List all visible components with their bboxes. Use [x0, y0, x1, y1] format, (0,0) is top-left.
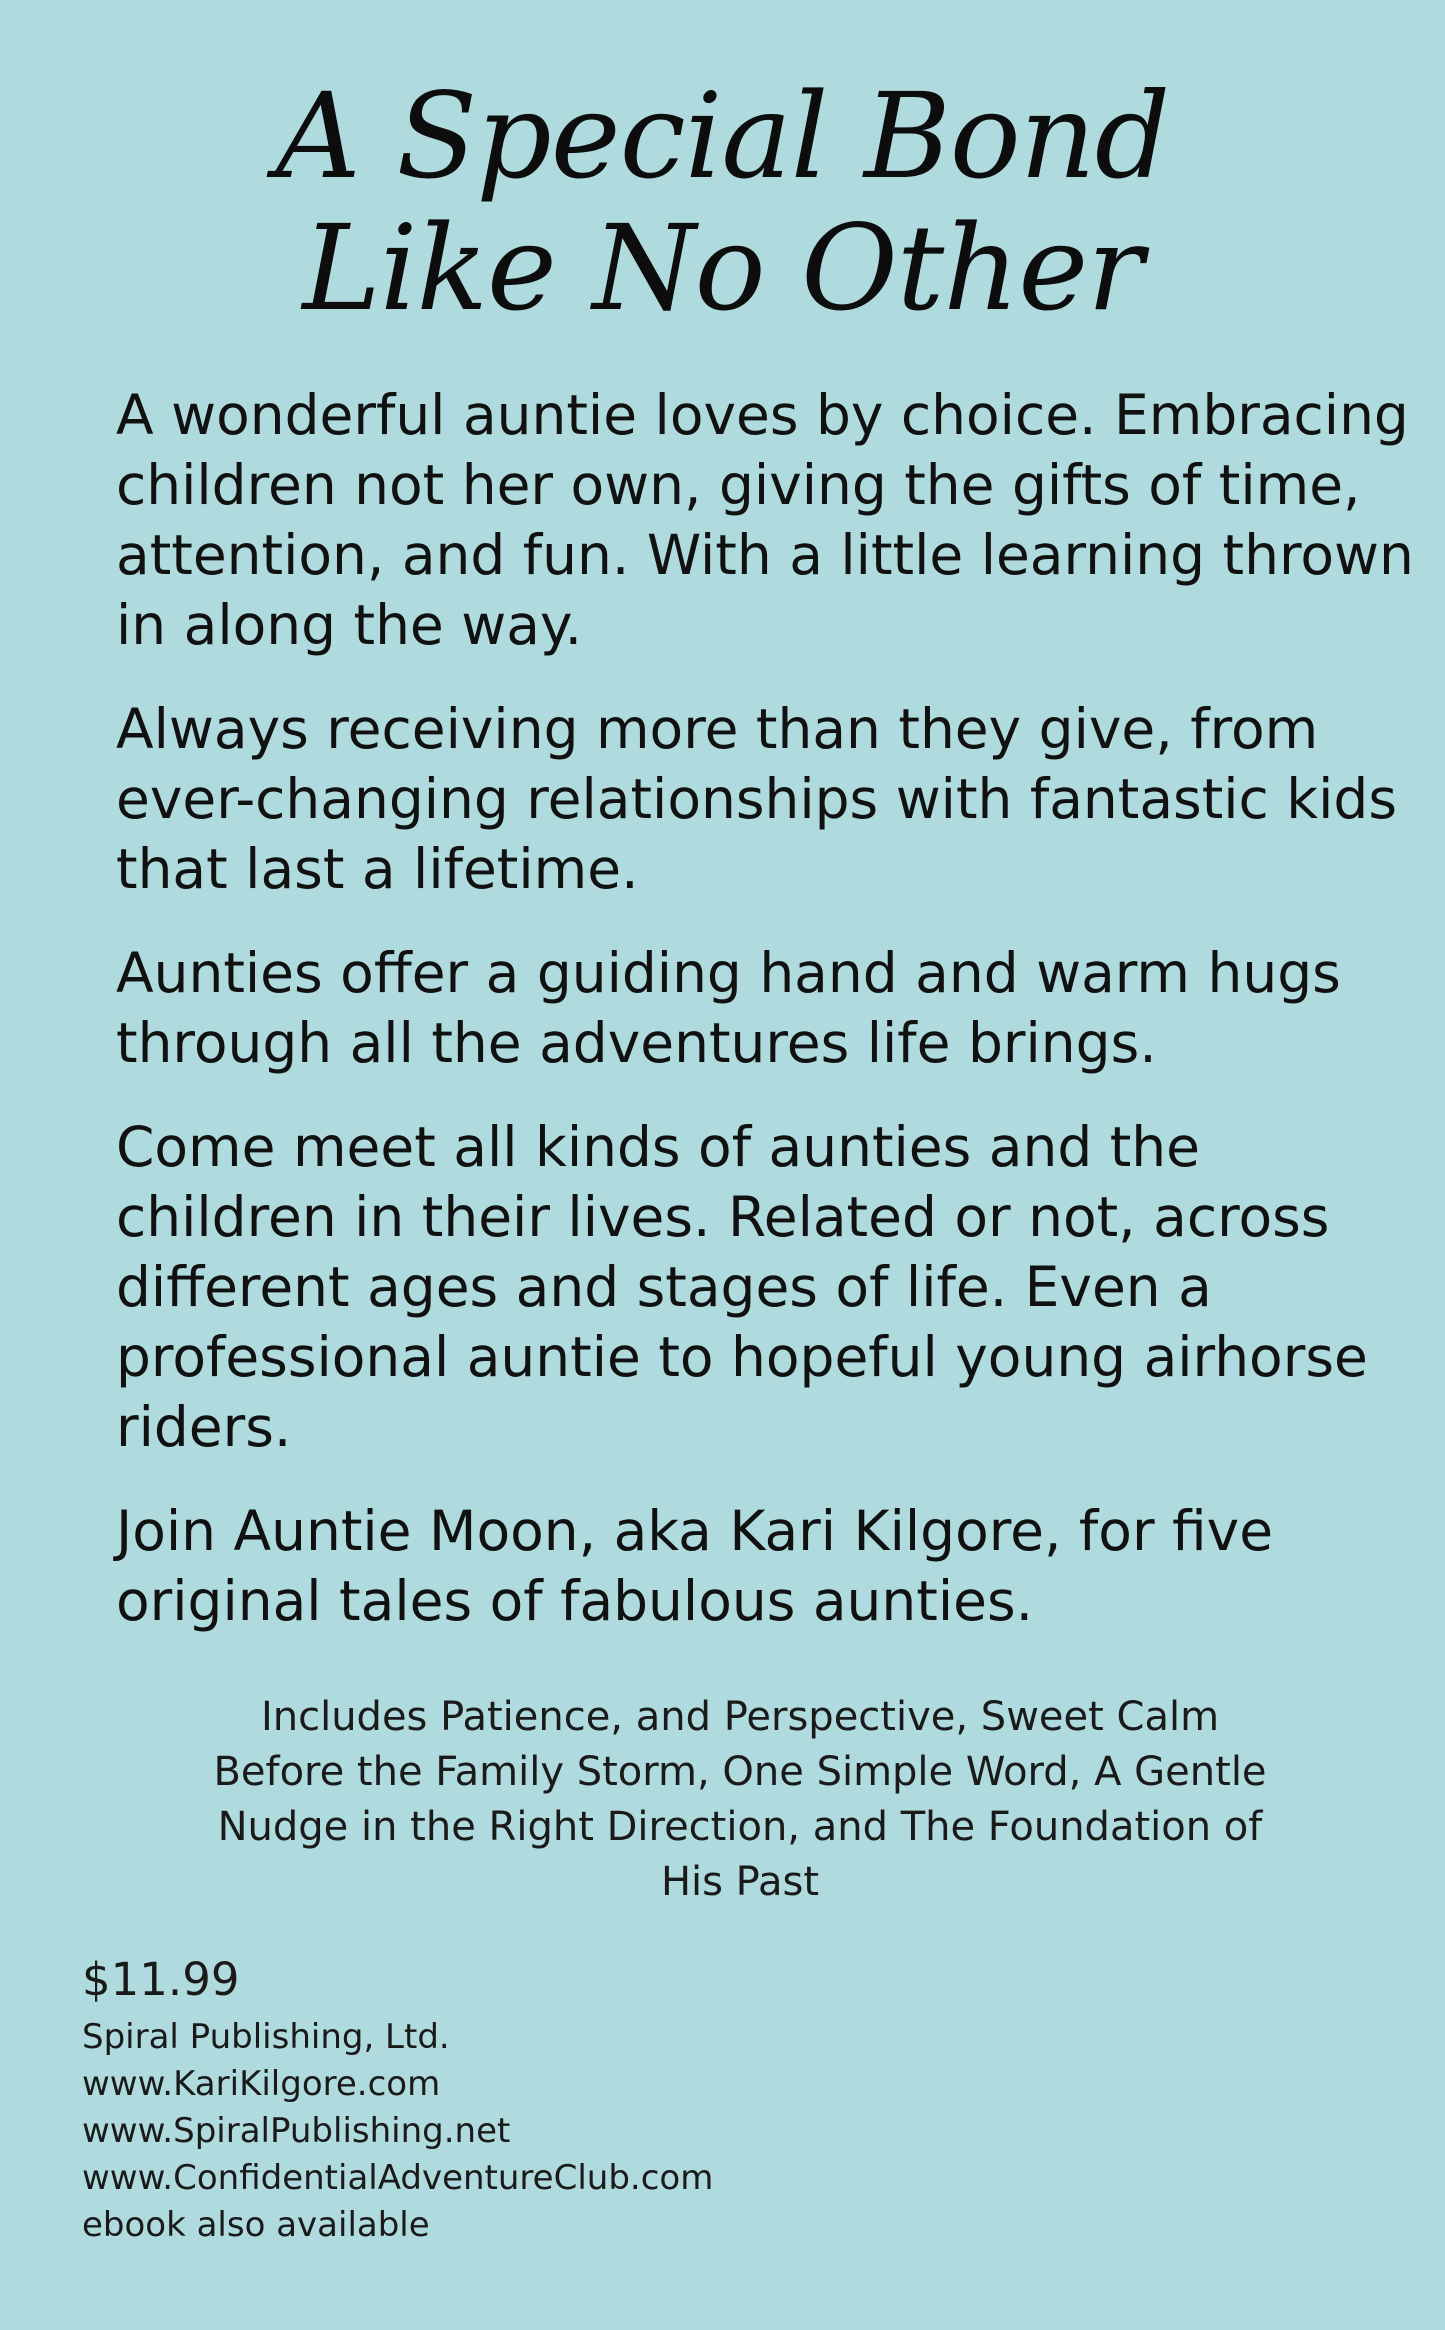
link-kari-kilgore[interactable]: www.KariKilgore.com [82, 2064, 441, 2104]
cover-title [0, 67, 1445, 337]
link-confidential-adventure-club[interactable]: www.ConfidentialAdventureClub.com [82, 2158, 714, 2198]
blurb-paragraph-5: Join Auntie Moon, aka Kari Kilgore, for five original tales of fabulous aunties. [116, 1499, 1274, 1633]
ebook-note: ebook also available [82, 2205, 430, 2245]
link-spiral-publishing[interactable]: www.SpiralPublishing.net [82, 2111, 511, 2151]
title-line-1: A Special Bond [275, 67, 1170, 205]
price: $11.99 [82, 1953, 240, 2006]
blurb-paragraph-4: Come meet all kinds of aunties and the children in their lives. Related or not, across different ages and stages of life. Even a professional auntie to hopeful young airhorse riders. [116, 1115, 1368, 1459]
blurb-paragraph-1: A wonderful auntie loves by choice. Embracing children not her own, giving the gifts of time, attention, and fun. With a little learning thrown in along the way. [116, 383, 1414, 657]
title-line-2: Like No Other [302, 199, 1143, 337]
blurb [116, 380, 1416, 1670]
blurb-paragraph-3: Aunties offer a guiding hand and warm hugs through all the adventures life brings. [116, 941, 1341, 1075]
blurb-paragraph-2: Always receiving more than they give, from ever-changing relationships with fantastic kids that last a lifetime. [116, 697, 1397, 901]
included-stories: Includes Patience, and Perspective, Sweet Calm Before the Family Storm, One Simple Word, A Gentle Nudge in the Right Direction, and The Foundation of His Past [213, 1694, 1267, 1905]
publisher-name: Spiral Publishing, Ltd. [82, 2017, 450, 2057]
publisher-footer [82, 1950, 882, 2249]
